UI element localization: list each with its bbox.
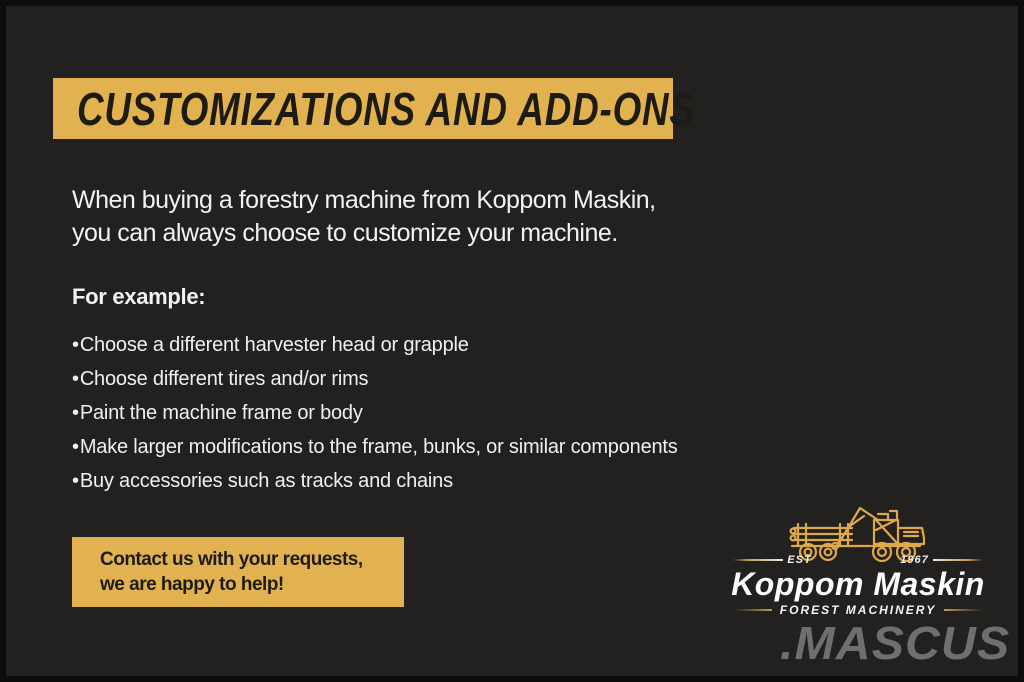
est-line-right — [933, 559, 983, 561]
est-year-row — [733, 554, 983, 566]
bullet-glyph: • — [72, 334, 79, 356]
tagline-line-left — [733, 609, 772, 611]
bullet-glyph: • — [72, 402, 79, 424]
examples-list — [72, 328, 678, 498]
intro-line-2: you can always choose to customize your machine. — [72, 219, 618, 247]
bullet-glyph: • — [72, 436, 79, 458]
company-name: Koppom Maskin — [731, 566, 985, 602]
contact-line-2: we are happy to help! — [100, 574, 284, 595]
mascus-watermark-logo: .MASCUS — [779, 617, 1010, 669]
est-year: 1967 — [900, 554, 929, 566]
intro-text — [72, 184, 656, 250]
contact-line-1: Contact us with your requests, — [100, 549, 363, 570]
list-item — [72, 464, 678, 498]
list-item-text: Choose different tires and/or rims — [79, 368, 369, 390]
tagline-line-right — [944, 609, 983, 611]
list-item — [72, 430, 678, 464]
list-item — [72, 396, 678, 430]
list-item-text: Paint the machine frame or body — [79, 402, 363, 424]
forwarder-machine-icon — [778, 500, 938, 562]
contact-box — [72, 537, 404, 607]
intro-line-1: When buying a forestry machine from Koppom Maskin, — [72, 186, 656, 214]
list-item — [72, 328, 678, 362]
list-item — [72, 362, 678, 396]
company-tagline: FOREST MACHINERY — [779, 603, 937, 617]
bullet-glyph: • — [72, 470, 79, 492]
tagline-row — [733, 603, 983, 617]
est-line-left — [733, 559, 783, 561]
examples-heading: For example: — [72, 284, 206, 309]
title-banner — [53, 78, 695, 139]
koppom-maskin-logo — [733, 500, 983, 617]
est-label: EST — [787, 554, 812, 566]
page-title: CUSTOMIZATIONS AND ADD-ONS — [77, 82, 695, 135]
list-item-text: Choose a different harvester head or grapple — [79, 334, 469, 356]
bullet-glyph: • — [72, 368, 79, 390]
list-item-text: Buy accessories such as tracks and chains — [79, 470, 453, 492]
list-item-text: Make larger modifications to the frame, bunks, or similar components — [79, 436, 678, 458]
